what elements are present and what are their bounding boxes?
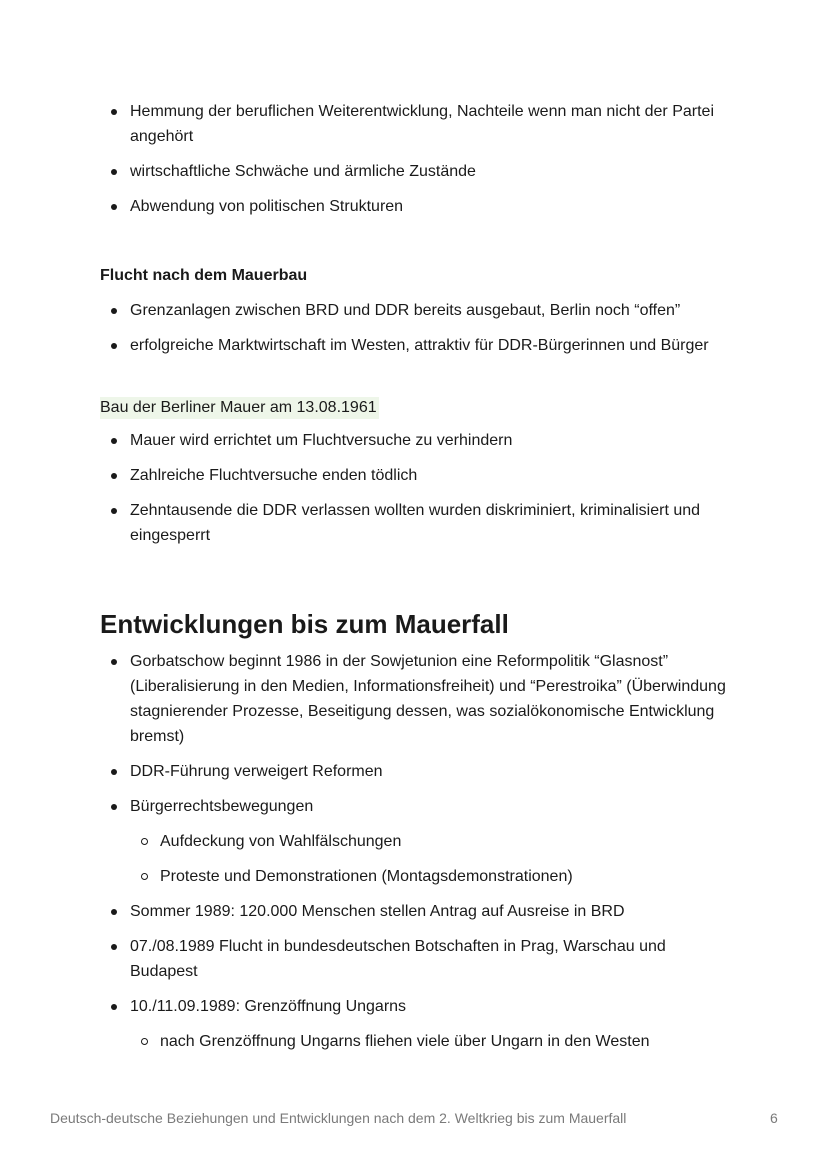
- list-item: Bürgerrechtsbewegungen: [100, 794, 730, 819]
- highlighted-subheading: Bau der Berliner Mauer am 13.08.1961: [100, 397, 379, 419]
- bullet-list-mauerfall: [100, 649, 740, 1064]
- bullet-list-top: [100, 99, 740, 229]
- section-heading-flucht: Flucht nach dem Mauerbau: [100, 267, 308, 284]
- list-item: Zahlreiche Fluchtversuche enden tödlich: [100, 463, 730, 488]
- list-item: Grenzanlagen zwischen BRD und DDR bereits ausgebaut, Berlin noch “offen”: [100, 298, 730, 323]
- list-item: 10./11.09.1989: Grenzöffnung Ungarns: [100, 994, 730, 1019]
- list-item: Abwendung von politischen Strukturen: [100, 194, 730, 219]
- list-item: wirtschaftliche Schwäche und ärmliche Zustände: [100, 159, 730, 184]
- list-item: Sommer 1989: 120.000 Menschen stellen Antrag auf Ausreise in BRD: [100, 899, 730, 924]
- list-item: Mauer wird errichtet um Fluchtversuche zu verhindern: [100, 428, 730, 453]
- list-item: Gorbatschow beginnt 1986 in der Sowjetunion eine Reformpolitik “Glasnost” (Liberalisierung in den Medien, Informationsfreiheit) und “Perestroika” (Überwindung stagnierender Prozesse, Beseitigung dessen, was sozialökonomische Entwicklung bremst): [100, 649, 730, 749]
- list-item: 07./08.1989 Flucht in bundesdeutschen Botschaften in Prag, Warschau und Budapest: [100, 934, 730, 984]
- sub-list-item: nach Grenzöffnung Ungarns fliehen viele über Ungarn in den Westen: [100, 1029, 760, 1054]
- section-heading-mauerfall: Entwicklungen bis zum Mauerfall: [100, 609, 509, 639]
- page-number: 6: [770, 1110, 778, 1126]
- sub-list-item: Proteste und Demonstrationen (Montagsdemonstrationen): [100, 864, 760, 889]
- bullet-list-mauer: [100, 428, 740, 558]
- list-item: erfolgreiche Marktwirtschaft im Westen, attraktiv für DDR-Bürgerinnen und Bürger: [100, 333, 730, 358]
- list-item: DDR-Führung verweigert Reformen: [100, 759, 730, 784]
- list-item: Zehntausende die DDR verlassen wollten wurden diskriminiert, kriminalisiert und eingesperrt: [100, 498, 770, 548]
- sub-list-item: Aufdeckung von Wahlfälschungen: [100, 829, 760, 854]
- bullet-list-flucht: [100, 298, 740, 368]
- footer-title: Deutsch-deutsche Beziehungen und Entwicklungen nach dem 2. Weltkrieg bis zum Mauerfall: [50, 1110, 627, 1126]
- list-item: Hemmung der beruflichen Weiterentwicklung, Nachteile wenn man nicht der Partei angehört: [100, 99, 730, 149]
